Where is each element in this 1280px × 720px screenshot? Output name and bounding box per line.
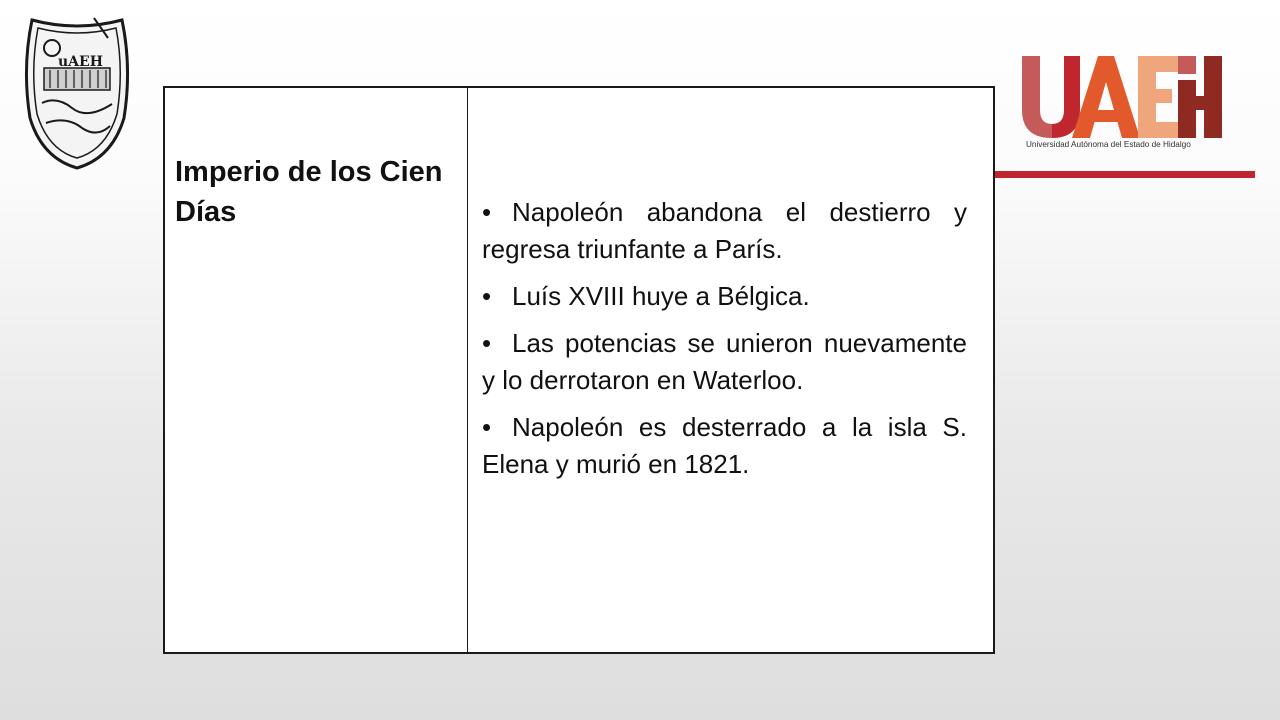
- university-seal-logo: [12, 8, 142, 173]
- uaeh-logo: [1020, 52, 1226, 152]
- description-cell: [468, 88, 993, 652]
- bullet-text: Napoleón es desterrado a la isla S. Elena y murió en 1821.: [482, 412, 967, 479]
- bullet-text: Napoleón abandona el destierro y regresa triunfante a París.: [482, 197, 967, 264]
- bullet-item: [482, 409, 967, 483]
- bullet-text: Las potencias se unieron nuevamente y lo derrotaron en Waterloo.: [482, 328, 967, 395]
- uaeh-logo-caption: Universidad Autónoma del Estado de Hidalgo: [1026, 140, 1191, 149]
- bullet-item: [482, 194, 967, 268]
- content-table: [163, 86, 995, 654]
- bullet-item: [482, 325, 967, 399]
- term-cell: [165, 88, 468, 652]
- bullet-list: [482, 194, 967, 483]
- bullet-marker: •: [482, 412, 492, 442]
- bullet-item: [482, 278, 967, 315]
- bullet-marker: •: [482, 281, 492, 311]
- bullet-marker: •: [482, 197, 492, 227]
- bullet-text: Luís XVIII huye a Bélgica.: [512, 281, 810, 311]
- bullet-marker: •: [482, 328, 492, 358]
- term-title: Imperio de los Cien Días: [175, 156, 443, 228]
- header-accent-bar: [993, 171, 1255, 178]
- seal-text: uAEH: [58, 54, 103, 70]
